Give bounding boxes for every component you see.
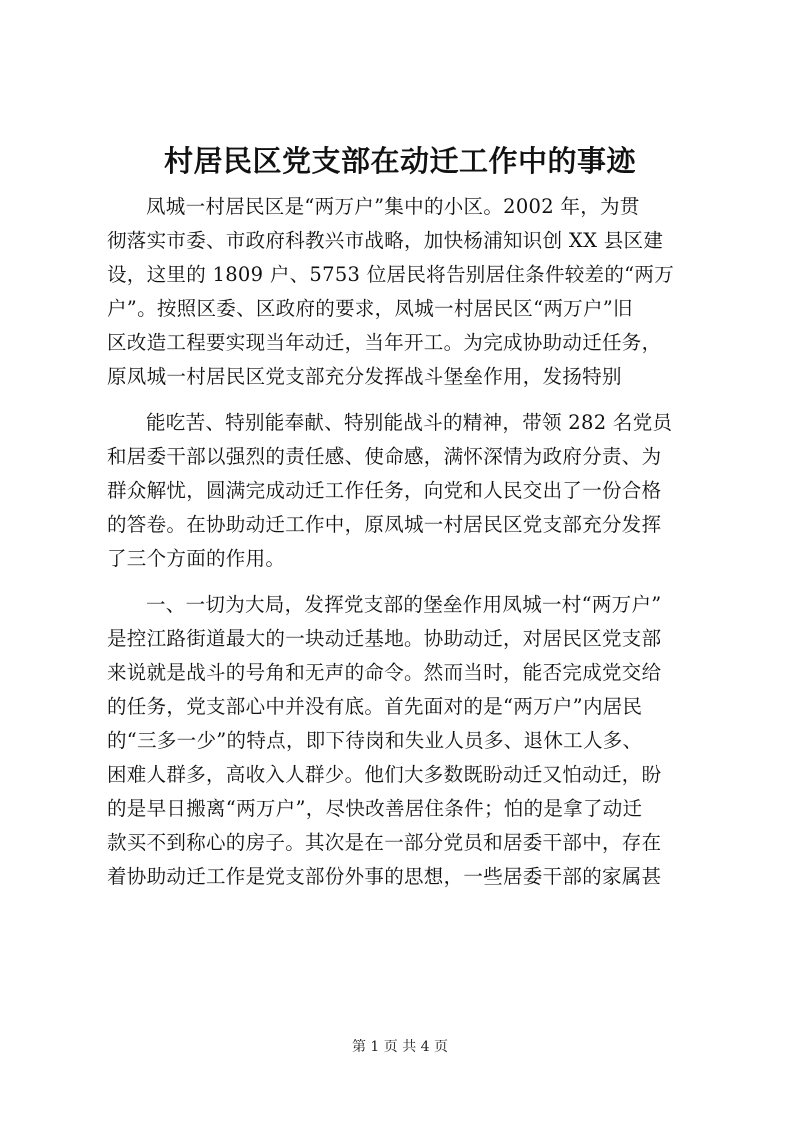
text-line: 的“三多一少”的特点，即下待岗和失业人员多、退休工人多、 bbox=[107, 729, 643, 752]
text-line: 户”。按照区委、区政府的要求，凤城一村居民区“两万户”旧 bbox=[107, 297, 633, 320]
text-line: 款买不到称心的房子。其次是在一部分党员和居委干部中，存在 bbox=[107, 831, 662, 854]
paragraph-2 bbox=[107, 406, 707, 576]
text-line: 能吃苦、特别能奉献、特别能战斗的精神，带领 282 名党员 bbox=[146, 411, 673, 434]
text-line: 群众解忧，圆满完成动迁工作任务，向党和人民交出了一份合格 bbox=[107, 479, 662, 502]
paragraph-1 bbox=[107, 190, 707, 394]
paragraph-3 bbox=[107, 588, 707, 894]
text-line: 设，这里的 1809 户、5753 位居民将告别居住条件较差的“两万 bbox=[107, 263, 675, 286]
document-body bbox=[107, 190, 707, 894]
text-line: 原凤城一村居民区党支部充分发挥战斗堡垒作用，发扬特别 bbox=[107, 365, 622, 388]
text-line: 的答卷。在协助动迁工作中，原凤城一村居民区党支部充分发挥 bbox=[107, 513, 662, 536]
text-line: 和居委干部以强烈的责任感、使命感，满怀深情为政府分责、为 bbox=[107, 445, 662, 468]
text-line: 一、一切为大局，发挥党支部的堡垒作用凤城一村“两万户” bbox=[146, 593, 662, 616]
text-line: 区改造工程要实现当年动迁，当年开工。为完成协助动迁任务， bbox=[107, 331, 662, 354]
text-line: 的任务，党支部心中并没有底。首先面对的是“两万户”内居民 bbox=[107, 695, 643, 718]
text-line: 来说就是战斗的号角和无声的命令。然而当时，能否完成党交给 bbox=[107, 661, 662, 684]
text-line: 彻落实市委、市政府科教兴市战略，加快杨浦知识创 XX 县区建 bbox=[107, 229, 664, 252]
page-footer: 第 1 页 共 4 页 bbox=[351, 1039, 449, 1055]
text-line: 凤城一村居民区是“两万户”集中的小区。2002 年，为贯 bbox=[146, 195, 640, 218]
text-line: 了三个方面的作用。 bbox=[107, 547, 286, 570]
text-line: 是控江路街道最大的一块动迁基地。协助动迁，对居民区党支部 bbox=[107, 627, 662, 650]
text-line: 的是早日搬离“两万户”，尽快改善居住条件；怕的是拿了动迁 bbox=[107, 797, 643, 820]
text-line: 困难人群多，高收入人群少。他们大多数既盼动迁又怕动迁，盼 bbox=[107, 763, 662, 786]
text-line: 着协助动迁工作是党支部份外事的思想，一些居委干部的家属甚 bbox=[107, 865, 662, 888]
page-title: 村居民区党支部在动迁工作中的事迹 bbox=[163, 144, 636, 178]
